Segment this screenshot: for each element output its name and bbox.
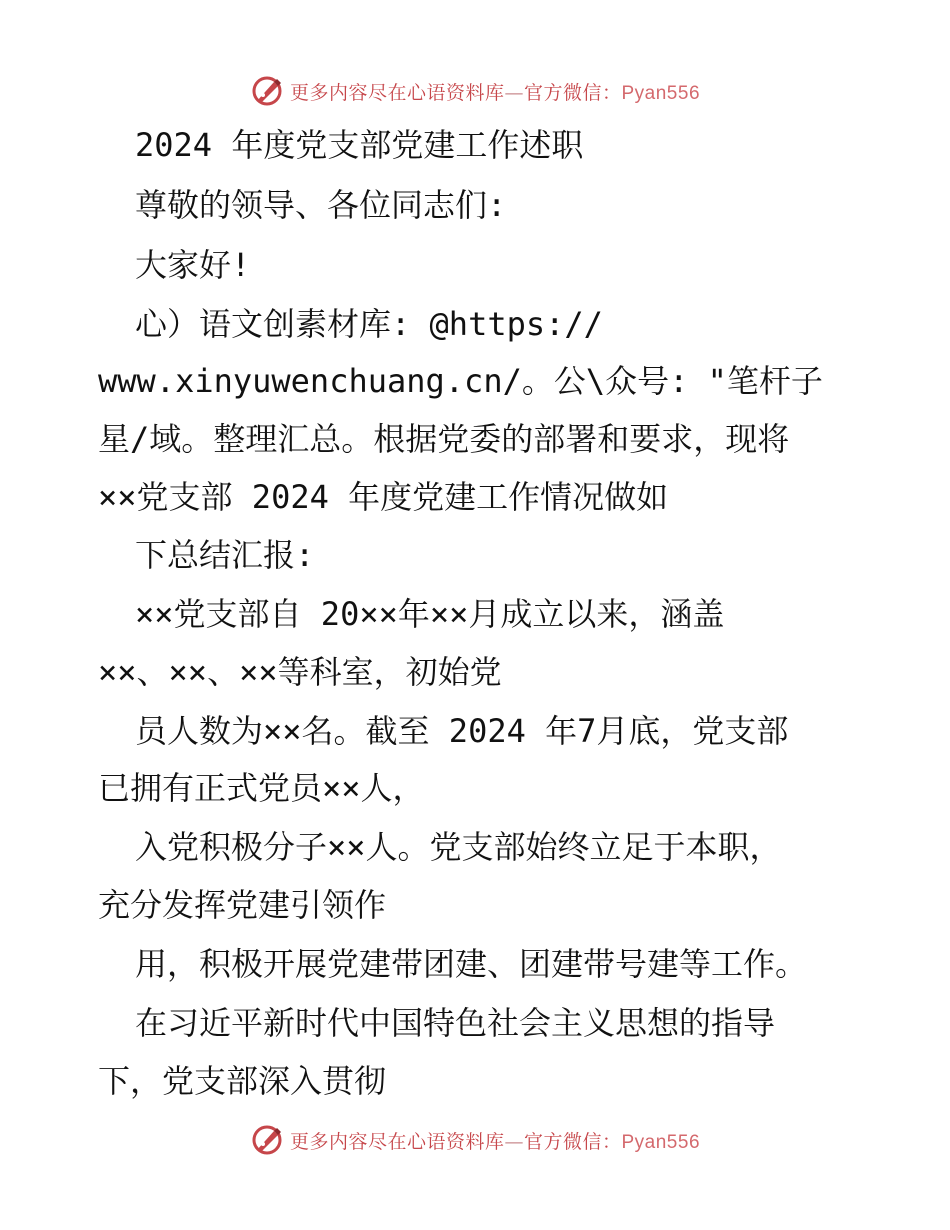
doc-line-10: 员人数为××名。截至 2024 年7月底，党支部 xyxy=(135,712,789,750)
doc-line-6: ××党支部 2024 年度党建工作情况做如 xyxy=(98,478,669,516)
watermark-wechat-id: Pyan556 xyxy=(621,1131,701,1153)
watermark-wechat-id: Pyan556 xyxy=(621,82,701,104)
doc-line-11: 已拥有正式党员××人， xyxy=(98,769,425,807)
doc-line-15: 在习近平新时代中国特色社会主义思想的指导 xyxy=(135,1004,776,1042)
watermark-main: 更多内容尽在心语资料库 xyxy=(289,1130,505,1153)
pen-logo-icon xyxy=(250,1123,284,1157)
doc-line-5: 星/域。整理汇总。根据党委的部署和要求，现将 xyxy=(98,420,790,458)
watermark-main: 更多内容尽在心语资料库 xyxy=(289,81,505,104)
watermark-text xyxy=(290,1127,700,1154)
doc-line-2: 大家好! xyxy=(135,246,251,284)
doc-line-1: 尊敬的领导、各位同志们: xyxy=(135,186,507,224)
doc-line-8: ××党支部自 20××年××月成立以来，涵盖 xyxy=(135,595,725,633)
doc-line-9: ××、××、××等科室，初始党 xyxy=(98,653,502,691)
footer-watermark xyxy=(0,1120,950,1160)
doc-title: 2024 年度党支部党建工作述职 xyxy=(135,126,584,164)
doc-line-3: 心）语文创素材库: @https:// xyxy=(135,305,603,343)
watermark-dash: — xyxy=(504,81,524,104)
doc-line-4: www.xinyuwenchuang.cn/。公\众号: "笔杆子 xyxy=(98,362,823,400)
doc-line-13: 充分发挥党建引领作 xyxy=(98,886,387,924)
watermark-wechat-label: 官方微信： xyxy=(523,81,622,104)
doc-line-12: 入党积极分子××人。党支部始终立足于本职， xyxy=(135,828,782,866)
pen-logo-icon xyxy=(250,74,284,108)
doc-line-7: 下总结汇报: xyxy=(135,536,315,574)
doc-line-16: 下，党支部深入贯彻 xyxy=(98,1062,387,1100)
watermark-group xyxy=(250,1123,700,1157)
doc-line-14: 用，积极开展党建带团建、团建带号建等工作。 xyxy=(135,945,808,983)
watermark-dash: — xyxy=(504,1130,524,1153)
header-watermark xyxy=(0,71,950,111)
watermark-group xyxy=(250,74,700,108)
watermark-wechat-label: 官方微信： xyxy=(523,1130,622,1153)
watermark-text xyxy=(290,78,700,105)
